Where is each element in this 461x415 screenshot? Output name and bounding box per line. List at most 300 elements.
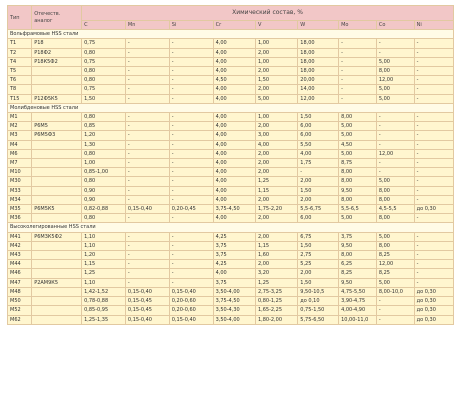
composition-cell: 4,00 xyxy=(213,57,255,66)
header-element: V xyxy=(255,21,297,30)
composition-cell: 0,80 xyxy=(82,177,126,186)
composition-cell: - xyxy=(125,168,169,177)
composition-cell: - xyxy=(339,85,377,94)
composition-cell: 0,85-1,00 xyxy=(82,168,126,177)
steel-type-cell: M48 xyxy=(8,287,32,296)
composition-cell: - xyxy=(414,149,453,158)
composition-cell: - xyxy=(169,39,213,48)
composition-cell: - xyxy=(125,278,169,287)
section-row xyxy=(8,103,454,112)
steel-type-cell: M50 xyxy=(8,297,32,306)
header-composition: Химический состав, % xyxy=(82,6,454,21)
header-element: Cr xyxy=(213,21,255,30)
header-element: Ni xyxy=(414,21,453,30)
composition-cell: 0,80 xyxy=(82,149,126,158)
composition-cell: - xyxy=(376,140,414,149)
composition-cell: 0,75 xyxy=(82,85,126,94)
steel-type-cell: M30 xyxy=(8,177,32,186)
composition-cell: 5,00 xyxy=(376,85,414,94)
composition-cell: 1,15 xyxy=(255,241,297,250)
composition-cell: 1,00 xyxy=(255,39,297,48)
composition-cell: 0,75 xyxy=(82,57,126,66)
composition-cell: - xyxy=(414,57,453,66)
steel-type-cell: M4 xyxy=(8,140,32,149)
composition-cell: - xyxy=(414,186,453,195)
composition-cell: - xyxy=(125,232,169,241)
composition-cell: 3,75 xyxy=(213,278,255,287)
composition-cell: 2,00 xyxy=(255,122,297,131)
header-analog: Отечеств. аналог xyxy=(32,6,82,30)
composition-cell: - xyxy=(414,140,453,149)
composition-cell: 4,00 xyxy=(213,140,255,149)
composition-cell: - xyxy=(169,113,213,122)
composition-cell: 4,25 xyxy=(213,232,255,241)
analog-cell xyxy=(32,85,82,94)
composition-cell: - xyxy=(414,48,453,57)
composition-cell: 4,00 xyxy=(213,67,255,76)
table-row xyxy=(8,214,454,223)
analog-cell: P6M5Ф3 xyxy=(32,131,82,140)
composition-cell: 3,75 xyxy=(213,241,255,250)
composition-cell: 5,50 xyxy=(298,140,339,149)
composition-cell: 2,00 xyxy=(298,269,339,278)
composition-cell: 2,75 xyxy=(298,251,339,260)
composition-cell: 5,00 xyxy=(255,94,297,103)
composition-cell: - xyxy=(414,195,453,204)
analog-cell: P6M5 xyxy=(32,122,82,131)
composition-cell: 0,15-0,40 xyxy=(125,287,169,296)
composition-cell: 4,00 xyxy=(213,48,255,57)
composition-cell: - xyxy=(125,177,169,186)
composition-cell: - xyxy=(414,278,453,287)
section-title: Высоколегированные HSS стали xyxy=(8,223,454,232)
composition-cell: 5,75-6,50 xyxy=(298,315,339,324)
table-row xyxy=(8,76,454,85)
composition-cell: - xyxy=(169,195,213,204)
composition-cell: 8,00 xyxy=(376,67,414,76)
composition-cell: 1,10 xyxy=(82,278,126,287)
table-header xyxy=(8,6,454,30)
composition-cell: 1,15 xyxy=(255,186,297,195)
table-row xyxy=(8,140,454,149)
composition-cell: 4,00 xyxy=(213,177,255,186)
composition-cell: 0,85-0,95 xyxy=(82,306,126,315)
analog-cell xyxy=(32,140,82,149)
steel-type-cell: T4 xyxy=(8,57,32,66)
table-row xyxy=(8,241,454,250)
composition-cell: до 0,30 xyxy=(414,315,453,324)
composition-cell: - xyxy=(125,67,169,76)
composition-cell: 5,00 xyxy=(376,232,414,241)
composition-cell: - xyxy=(125,122,169,131)
header-element: Mn xyxy=(125,21,169,30)
composition-cell: - xyxy=(298,168,339,177)
analog-cell xyxy=(32,287,82,296)
composition-cell: 1,10 xyxy=(82,241,126,250)
composition-cell: - xyxy=(169,94,213,103)
composition-cell: 0,15-0,40 xyxy=(169,315,213,324)
steel-type-cell: T1 xyxy=(8,39,32,48)
composition-cell: 3,75-4,50 xyxy=(213,205,255,214)
composition-cell: 3,00 xyxy=(255,131,297,140)
composition-cell: 4,50 xyxy=(339,140,377,149)
composition-cell: - xyxy=(169,131,213,140)
composition-cell: 5,25 xyxy=(298,260,339,269)
composition-cell: 8,00 xyxy=(376,214,414,223)
composition-cell: 0,20-0,60 xyxy=(169,306,213,315)
table-row xyxy=(8,205,454,214)
composition-cell: 4,00 xyxy=(213,94,255,103)
composition-cell: 1,15 xyxy=(82,260,126,269)
composition-cell: 0,85 xyxy=(82,122,126,131)
composition-cell: - xyxy=(125,149,169,158)
composition-cell: - xyxy=(169,67,213,76)
composition-cell: 2,00 xyxy=(298,195,339,204)
composition-cell: 1,65-2,25 xyxy=(255,306,297,315)
composition-cell: 9,50 xyxy=(339,241,377,250)
composition-cell: 0,80 xyxy=(82,67,126,76)
composition-cell: - xyxy=(125,159,169,168)
composition-cell: 0,90 xyxy=(82,186,126,195)
table-row xyxy=(8,315,454,324)
composition-cell: - xyxy=(169,214,213,223)
composition-cell: - xyxy=(125,260,169,269)
header-element: Co xyxy=(376,21,414,30)
steel-type-cell: M62 xyxy=(8,315,32,324)
composition-cell: - xyxy=(169,149,213,158)
composition-cell: - xyxy=(376,306,414,315)
steel-type-cell: T15 xyxy=(8,94,32,103)
composition-cell: - xyxy=(169,251,213,260)
header-element: W xyxy=(298,21,339,30)
composition-cell: 5,00 xyxy=(376,177,414,186)
steel-type-cell: M42 xyxy=(8,241,32,250)
composition-cell: 4,00 xyxy=(213,195,255,204)
composition-cell: 1,50 xyxy=(255,76,297,85)
composition-cell: - xyxy=(125,113,169,122)
composition-cell: - xyxy=(414,67,453,76)
composition-cell: 1,25 xyxy=(82,269,126,278)
composition-cell: 4,00 xyxy=(213,113,255,122)
composition-cell: - xyxy=(414,269,453,278)
composition-cell: 4,00 xyxy=(213,186,255,195)
composition-cell: 3,50-4,00 xyxy=(213,287,255,296)
composition-cell: 4,00 xyxy=(213,131,255,140)
composition-cell: 4,00 xyxy=(213,159,255,168)
composition-cell: 8,00-10,0 xyxy=(376,287,414,296)
composition-cell: 1,50 xyxy=(298,278,339,287)
composition-cell: 1,00 xyxy=(255,113,297,122)
analog-cell xyxy=(32,168,82,177)
composition-cell: - xyxy=(169,140,213,149)
table-row xyxy=(8,186,454,195)
composition-cell: 2,00 xyxy=(255,149,297,158)
steel-type-cell: M6 xyxy=(8,149,32,158)
composition-cell: 4,5-5,5 xyxy=(376,205,414,214)
composition-cell: 0,15-0,45 xyxy=(125,306,169,315)
composition-cell: 2,00 xyxy=(255,159,297,168)
table-row xyxy=(8,195,454,204)
composition-cell: - xyxy=(414,122,453,131)
header-element: C xyxy=(82,21,126,30)
composition-cell: 4,00 xyxy=(213,39,255,48)
composition-cell: - xyxy=(125,195,169,204)
composition-cell: 0,75 xyxy=(82,39,126,48)
composition-cell: 2,00 xyxy=(255,67,297,76)
composition-cell: 1,42-1,52 xyxy=(82,287,126,296)
composition-cell: 8,00 xyxy=(339,251,377,260)
analog-cell xyxy=(32,76,82,85)
composition-cell: 12,00 xyxy=(376,260,414,269)
composition-cell: 18,00 xyxy=(298,39,339,48)
section-title: Молибденовые HSS стали xyxy=(8,103,454,112)
composition-cell: 12,00 xyxy=(376,149,414,158)
composition-cell: - xyxy=(414,76,453,85)
steel-type-cell: M52 xyxy=(8,306,32,315)
table-row xyxy=(8,85,454,94)
composition-cell: 3,75-4,50 xyxy=(213,297,255,306)
composition-cell: - xyxy=(125,269,169,278)
composition-cell: 8,00 xyxy=(339,195,377,204)
composition-cell: 10,00-11,0 xyxy=(339,315,377,324)
composition-cell: 1,25 xyxy=(255,177,297,186)
table-row xyxy=(8,57,454,66)
table-row xyxy=(8,278,454,287)
analog-cell: P6M3К5Ф2 xyxy=(32,232,82,241)
composition-cell: 3,75 xyxy=(339,232,377,241)
composition-cell: 2,00 xyxy=(298,177,339,186)
composition-cell: 0,80 xyxy=(82,76,126,85)
composition-cell: 12,00 xyxy=(298,94,339,103)
composition-cell: - xyxy=(125,241,169,250)
composition-cell: до 0,30 xyxy=(414,306,453,315)
composition-cell: 8,25 xyxy=(376,269,414,278)
composition-cell: 9,50 xyxy=(339,186,377,195)
composition-cell: до 0,30 xyxy=(414,205,453,214)
steel-type-cell: M7 xyxy=(8,159,32,168)
composition-cell: 0,75-1,50 xyxy=(298,306,339,315)
composition-cell: 3,50-4,00 xyxy=(213,315,255,324)
analog-cell: P12Ф5К5 xyxy=(32,94,82,103)
composition-cell: 5,00 xyxy=(376,57,414,66)
steel-type-cell: M2 xyxy=(8,122,32,131)
composition-cell: - xyxy=(169,85,213,94)
table-row xyxy=(8,39,454,48)
composition-cell: 5,00 xyxy=(339,214,377,223)
table-row xyxy=(8,122,454,131)
composition-cell: 4,00 xyxy=(213,149,255,158)
composition-cell: 1,30 xyxy=(82,140,126,149)
composition-cell: - xyxy=(376,113,414,122)
composition-cell: - xyxy=(339,57,377,66)
composition-cell: - xyxy=(339,76,377,85)
steel-type-cell: T6 xyxy=(8,76,32,85)
steel-type-cell: M41 xyxy=(8,232,32,241)
composition-cell: 1,60 xyxy=(255,251,297,260)
composition-cell: до 0,30 xyxy=(414,287,453,296)
table-row xyxy=(8,287,454,296)
composition-cell: - xyxy=(125,131,169,140)
composition-cell: 6,00 xyxy=(298,131,339,140)
analog-cell: P18 xyxy=(32,39,82,48)
composition-cell: - xyxy=(414,39,453,48)
composition-cell: - xyxy=(125,85,169,94)
composition-cell: - xyxy=(339,94,377,103)
composition-cell: - xyxy=(125,76,169,85)
composition-cell: 3,75 xyxy=(213,251,255,260)
composition-cell: 4,25 xyxy=(213,260,255,269)
composition-cell: 8,25 xyxy=(376,251,414,260)
steel-type-cell: T2 xyxy=(8,48,32,57)
steel-type-cell: M43 xyxy=(8,251,32,260)
composition-cell: 1,80-2,00 xyxy=(255,315,297,324)
composition-cell: 0,80 xyxy=(82,113,126,122)
composition-cell: 2,00 xyxy=(255,214,297,223)
composition-cell: 5,5-6,75 xyxy=(298,205,339,214)
composition-cell: 14,00 xyxy=(298,85,339,94)
composition-cell: - xyxy=(414,168,453,177)
composition-cell: 1,50 xyxy=(82,94,126,103)
table-body xyxy=(8,30,454,325)
composition-cell: 4,00 xyxy=(255,140,297,149)
composition-cell: 1,25-1,35 xyxy=(82,315,126,324)
composition-cell: 0,82-0,88 xyxy=(82,205,126,214)
composition-cell: 6,00 xyxy=(298,122,339,131)
composition-cell: - xyxy=(414,94,453,103)
composition-cell: - xyxy=(125,57,169,66)
composition-cell: 2,00 xyxy=(255,195,297,204)
composition-cell: 0,15-0,40 xyxy=(169,287,213,296)
composition-cell: 3,90-4,75 xyxy=(339,297,377,306)
composition-cell: - xyxy=(125,251,169,260)
table-row xyxy=(8,149,454,158)
composition-cell: 2,00 xyxy=(255,260,297,269)
analog-cell xyxy=(32,186,82,195)
steel-type-cell: M10 xyxy=(8,168,32,177)
steel-type-cell: T8 xyxy=(8,85,32,94)
composition-cell: 5,5-6,5 xyxy=(339,205,377,214)
composition-cell: до 0,30 xyxy=(414,297,453,306)
composition-cell: - xyxy=(169,186,213,195)
composition-cell: - xyxy=(376,159,414,168)
composition-cell: - xyxy=(414,232,453,241)
composition-cell: - xyxy=(169,122,213,131)
composition-cell: - xyxy=(169,269,213,278)
composition-cell: 8,00 xyxy=(376,186,414,195)
composition-cell: 12,00 xyxy=(376,76,414,85)
steel-type-cell: M1 xyxy=(8,113,32,122)
composition-cell: 1,25 xyxy=(255,278,297,287)
composition-cell: 8,00 xyxy=(339,113,377,122)
composition-cell: 2,00 xyxy=(255,85,297,94)
composition-cell: 4,00 xyxy=(213,269,255,278)
composition-cell: 5,00 xyxy=(339,122,377,131)
analog-cell xyxy=(32,269,82,278)
composition-cell: 4,00 xyxy=(213,122,255,131)
composition-cell: 0,90 xyxy=(82,195,126,204)
header-type: Тип xyxy=(8,6,32,30)
steel-type-cell: T5 xyxy=(8,67,32,76)
composition-cell: - xyxy=(414,177,453,186)
composition-cell: - xyxy=(376,315,414,324)
composition-cell: 5,00 xyxy=(339,131,377,140)
composition-cell: 4,75-5,50 xyxy=(339,287,377,296)
composition-cell: - xyxy=(414,131,453,140)
table-row xyxy=(8,48,454,57)
composition-cell: 6,75 xyxy=(298,232,339,241)
steel-type-cell: M44 xyxy=(8,260,32,269)
composition-cell: 0,80 xyxy=(82,48,126,57)
composition-cell: 1,50 xyxy=(298,113,339,122)
table-row xyxy=(8,269,454,278)
table-row xyxy=(8,94,454,103)
composition-cell: 1,20 xyxy=(82,251,126,260)
composition-cell: - xyxy=(414,251,453,260)
composition-cell: 2,00 xyxy=(255,48,297,57)
composition-cell: - xyxy=(376,168,414,177)
composition-cell: - xyxy=(125,214,169,223)
composition-cell: 8,75 xyxy=(339,159,377,168)
composition-cell: - xyxy=(169,76,213,85)
composition-cell: 1,75-2,20 xyxy=(255,205,297,214)
steel-type-cell: M34 xyxy=(8,195,32,204)
analog-cell xyxy=(32,113,82,122)
analog-cell: P18К5Ф2 xyxy=(32,57,82,66)
analog-cell xyxy=(32,159,82,168)
composition-cell: - xyxy=(376,122,414,131)
composition-cell: - xyxy=(125,39,169,48)
composition-cell: - xyxy=(125,94,169,103)
composition-cell: 3,20 xyxy=(255,269,297,278)
composition-cell: 2,75-3,25 xyxy=(255,287,297,296)
composition-cell: 18,00 xyxy=(298,57,339,66)
analog-cell xyxy=(32,297,82,306)
composition-cell: - xyxy=(169,48,213,57)
composition-cell: 2,00 xyxy=(255,168,297,177)
composition-cell: - xyxy=(376,131,414,140)
composition-cell: 1,50 xyxy=(298,241,339,250)
table-row xyxy=(8,168,454,177)
composition-cell: - xyxy=(125,48,169,57)
steel-composition-table xyxy=(7,5,454,325)
composition-cell: - xyxy=(376,297,414,306)
table-row xyxy=(8,232,454,241)
section-row xyxy=(8,223,454,232)
composition-cell: 1,10 xyxy=(82,232,126,241)
composition-cell: - xyxy=(414,113,453,122)
table-row xyxy=(8,67,454,76)
composition-cell: - xyxy=(414,85,453,94)
steel-type-cell: M35 xyxy=(8,205,32,214)
analog-cell xyxy=(32,315,82,324)
composition-cell: - xyxy=(169,260,213,269)
table-row xyxy=(8,159,454,168)
composition-cell: 1,75 xyxy=(298,159,339,168)
composition-cell: 0,20-0,45 xyxy=(169,205,213,214)
table-row xyxy=(8,297,454,306)
composition-cell: 1,00 xyxy=(255,57,297,66)
table-row xyxy=(8,260,454,269)
analog-cell xyxy=(32,149,82,158)
table-row xyxy=(8,177,454,186)
composition-cell: 0,20-0,60 xyxy=(169,297,213,306)
composition-cell: 2,00 xyxy=(255,232,297,241)
table-row xyxy=(8,113,454,122)
analog-cell xyxy=(32,241,82,250)
composition-cell: 4,00-4,90 xyxy=(339,306,377,315)
composition-cell: - xyxy=(169,232,213,241)
composition-cell: 5,00 xyxy=(376,278,414,287)
